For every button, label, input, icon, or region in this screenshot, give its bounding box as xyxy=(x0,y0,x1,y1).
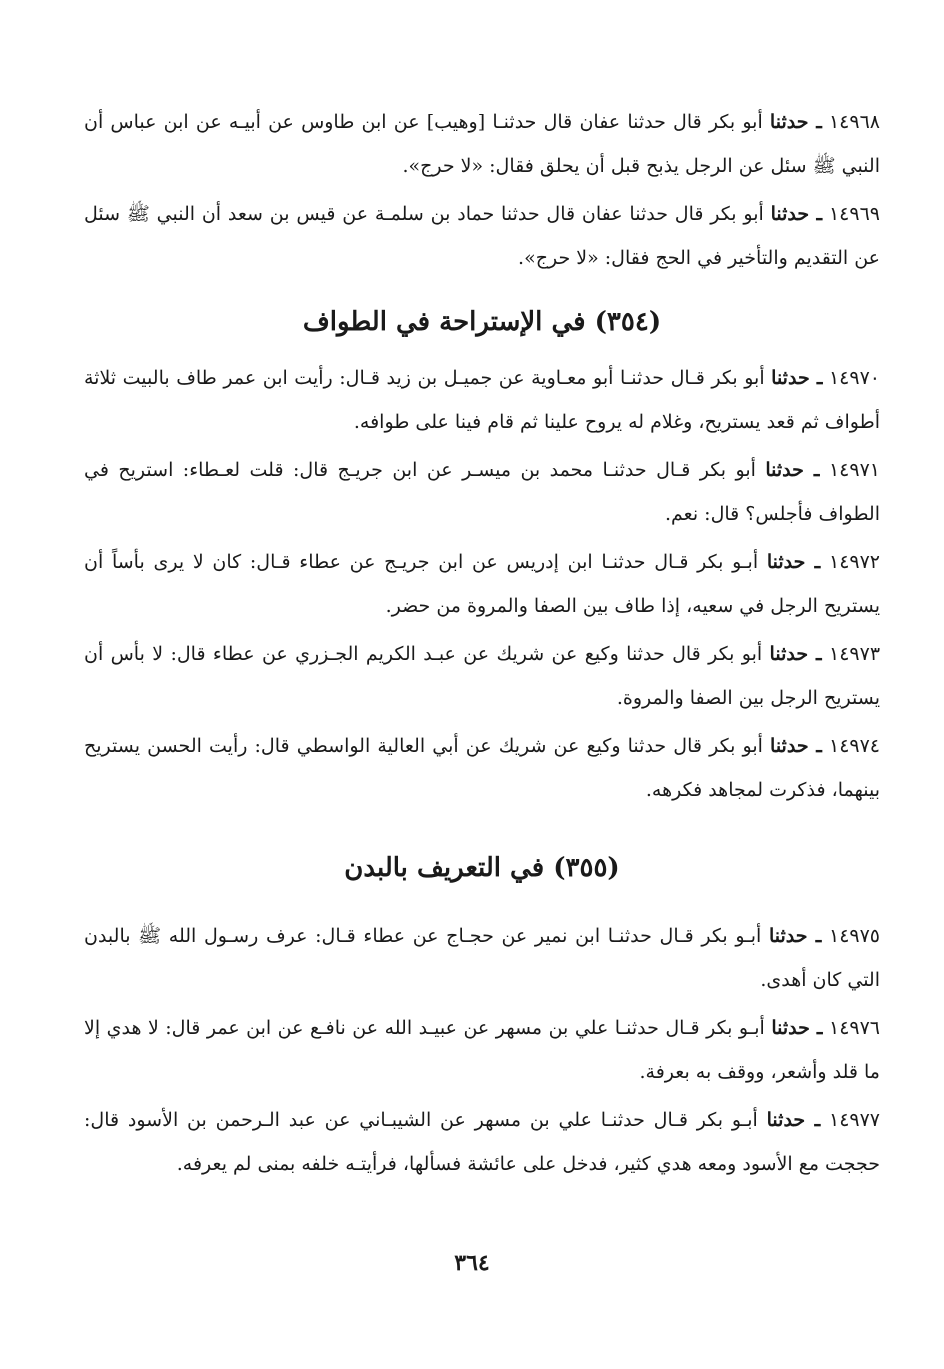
hadith-paragraph xyxy=(84,192,880,280)
section-heading: (٣٥٤) في الإستراحة في الطواف xyxy=(302,307,662,337)
hadith-text: أبو بكر قـال حدثنـا محمد بن ميسـر عن ابن جريـج قال: قلت لعـطاء: استريح في الطواف فأجلس؟ قال: نعم. xyxy=(84,459,880,525)
hadith-text: أبو بكر قـال حدثنـا أبو معـاوية عن جميـل بن زيد قـال: رأيت ابن عمر طاف بالبيت ثلاثة أطواف ثم قعد يستريح، وغلام له يروح علينا ثم قام فينا على طوافه. xyxy=(84,367,880,433)
hadith-paragraph xyxy=(84,632,880,720)
hadith-paragraph xyxy=(84,540,880,628)
hadith-number: ١٤٩٧٠ xyxy=(828,367,880,389)
hadith-number: ١٤٩٧١ xyxy=(828,459,880,481)
hadith-number: ١٤٩٧٢ xyxy=(828,551,881,573)
hadith-paragraph xyxy=(84,1098,880,1186)
hadith-text: أبو بكر قال حدثنا وكيع عن شريك عن أبي العالية الواسطي قال: رأيت الحسن يستريح بينهما، فذكرت لمجاهد فكرهه. xyxy=(84,735,880,801)
hadith-lead: ـ حدثنا xyxy=(768,925,822,947)
page-number: ٣٦٤ xyxy=(454,1250,490,1276)
hadith-lead: ـ حدثنا xyxy=(766,551,821,573)
hadith-lead: ـ حدثنا xyxy=(771,367,823,389)
hadith-lead: ـ حدثنا xyxy=(765,459,820,481)
hadith-text: أبـو بكر قـال حدثنـا علي بن مسهر عن عبيـد الله عن نافـع عن ابن عمر قال: لا هدي إلا ما قلد وأشعر، ووقف به بعرفة. xyxy=(84,1017,880,1083)
hadith-paragraph xyxy=(84,724,880,812)
hadith-number: ١٤٩٦٩ xyxy=(828,203,880,225)
hadith-lead: ـ حدثنا xyxy=(766,1109,821,1131)
hadith-number: ١٤٩٧٣ xyxy=(829,643,881,665)
hadith-text: أبو بكر قال حدثنا عفان قال حدثنا حماد بن سلمـة عن قيس بن سعد أن النبي ﷺ سئل عن التقديم والتأخير في الحج فقال: «لا حرج». xyxy=(84,203,880,269)
hadith-paragraph xyxy=(84,448,880,536)
hadith-number: ١٤٩٦٨ xyxy=(828,111,880,133)
hadith-number: ١٤٩٧٦ xyxy=(828,1017,881,1039)
hadith-text: أبـو بكر قـال حدثنـا ابن نمير عن حجـاج عن عطاء قـال: عرف رسـول الله ﷺ بالبدن التي كان أهدى. xyxy=(84,925,880,991)
hadith-paragraph xyxy=(84,1006,880,1094)
hadith-text: أبـو بكر قـال حدثنـا علي بن مسهر عن الشيبـاني عن عبد الـرحمن بن الأسود قال: حججت مع الأسود ومعه هدي كثير، فدخل على عائشة فسألها، فرأيتـه خلفه بمنى لم يعرفه. xyxy=(84,1109,880,1175)
hadith-lead: ـ حدثنا xyxy=(769,643,822,665)
hadith-paragraph xyxy=(84,356,880,444)
hadith-text: أبـو بكر قـال حدثنـا ابن إدريس عن ابن جريـج عن عطاء قـال: كان لا يرى بأساً أن يستريح الرجل في سعيه، إذا طاف بين الصفا والمروة من حضر. xyxy=(84,551,880,617)
hadith-lead: ـ حدثنا xyxy=(771,1017,823,1039)
hadith-text: أبو بكر قال حدثنا وكيع عن شريك عن عبـد الكريم الجـزري عن عطاء قال: لا بأس أن يستريح الرجل بين الصفا والمروة. xyxy=(84,643,880,709)
hadith-number: ١٤٩٧٧ xyxy=(828,1109,881,1131)
hadith-lead: ـ حدثنا xyxy=(769,111,822,133)
hadith-number: ١٤٩٧٤ xyxy=(828,735,881,757)
hadith-lead: ـ حدثنا xyxy=(770,735,822,757)
hadith-paragraph xyxy=(84,914,880,1002)
hadith-lead: ـ حدثنا xyxy=(770,203,823,225)
page-body xyxy=(84,100,880,1190)
hadith-paragraph xyxy=(84,100,880,188)
hadith-text: أبو بكر قال حدثنا عفان قال حدثنـا [وهيب] عن ابن طاوس عن أبيـه عن ابن عباس أن النبي ﷺ سئل عن الرجل يذبح قبل أن يحلق فقال: «لا حرج». xyxy=(84,111,880,177)
section-heading: (٣٥٥) في التعريف بالبدن xyxy=(344,853,620,883)
hadith-number: ١٤٩٧٥ xyxy=(828,925,881,947)
